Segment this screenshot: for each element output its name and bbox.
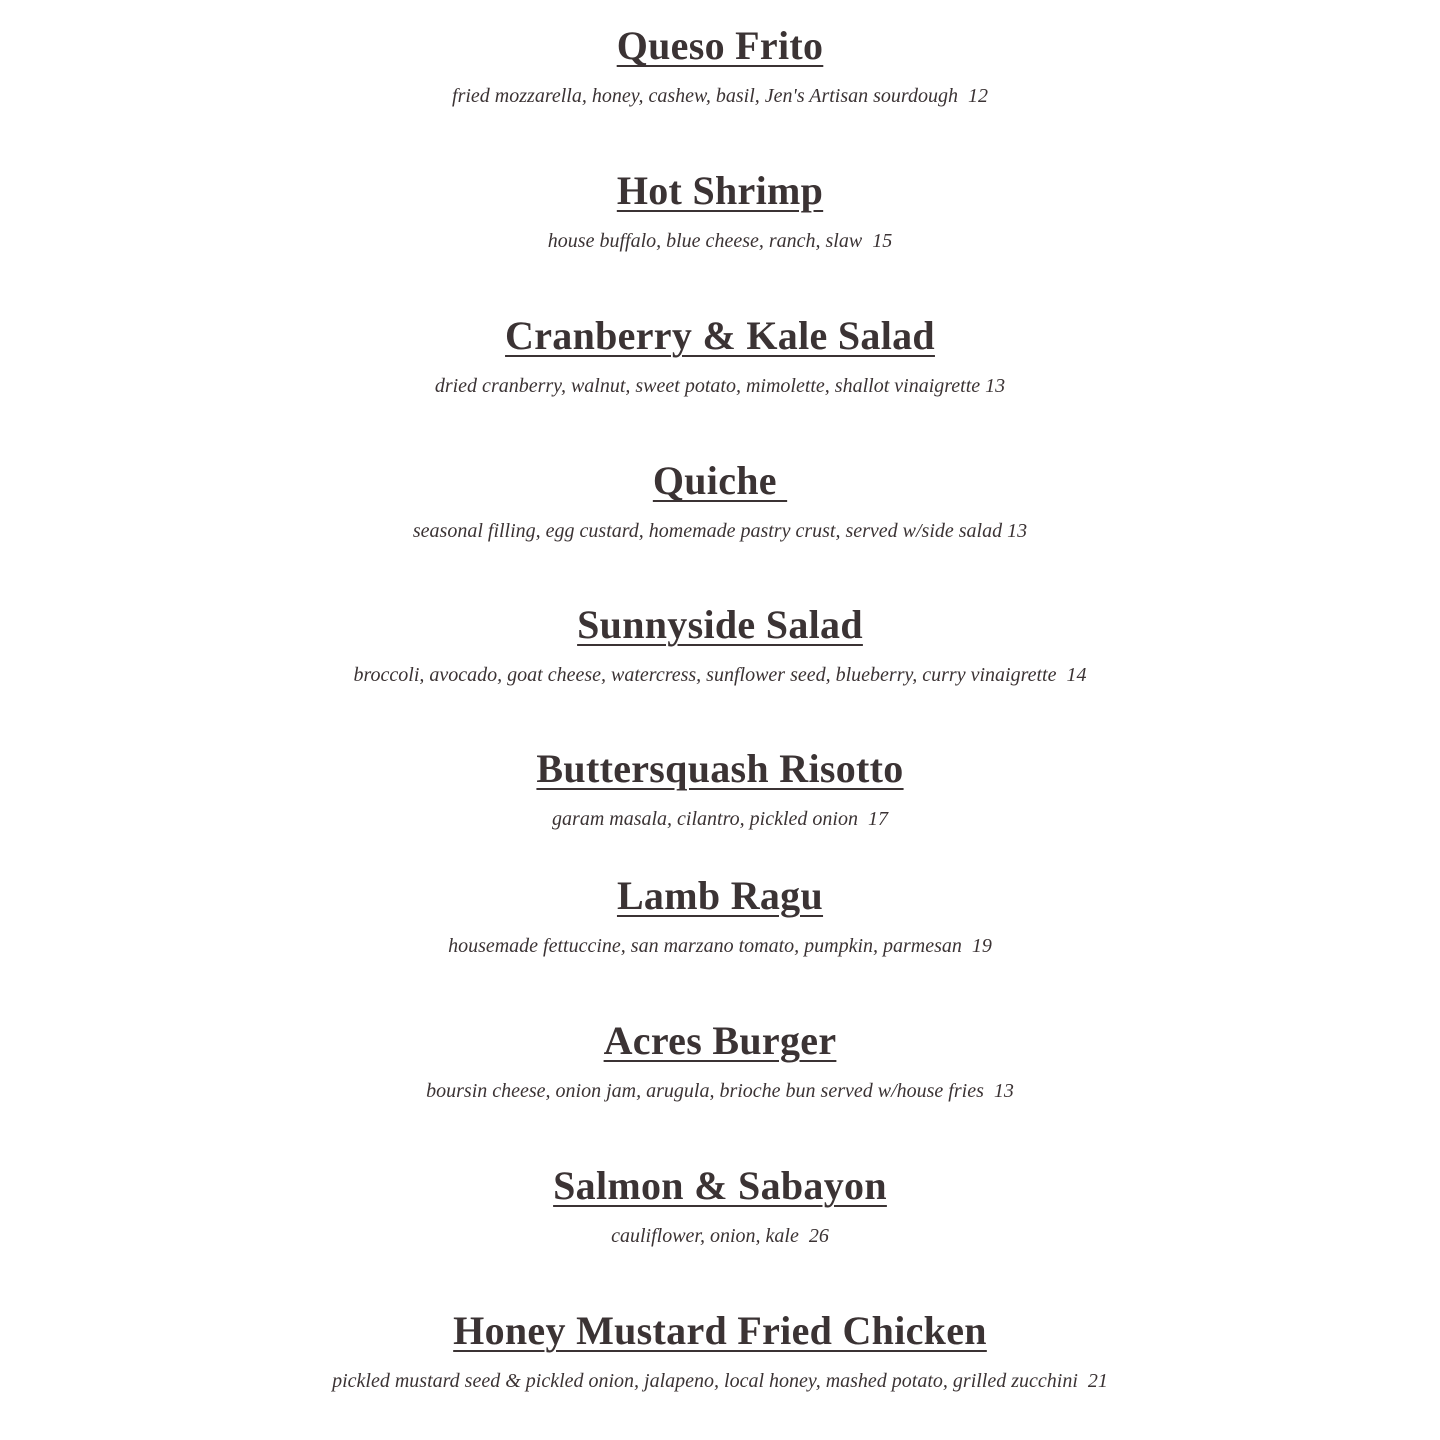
item-name: Lamb Ragu [616, 873, 824, 918]
menu-item-salmon-sabayon [0, 1162, 1440, 1256]
menu-item-acres-burger [0, 1017, 1440, 1111]
item-description: garam masala, cilantro, pickled onion 17 [552, 808, 888, 830]
item-description: housemade fettuccine, san marzano tomato, pumpkin, parmesan 19 [448, 935, 992, 957]
menu-item-hot-shrimp [0, 167, 1440, 261]
item-name: Sunnyside Salad [577, 602, 863, 647]
item-name: Hot Shrimp [616, 168, 824, 213]
menu-item-lamb-ragu [0, 872, 1440, 966]
item-description: boursin cheese, onion jam, arugula, brioche bun served w/house fries 13 [426, 1080, 1014, 1102]
menu-item-buttersquash-risotto [0, 745, 1440, 839]
item-description: fried mozzarella, honey, cashew, basil, Jen's Artisan sourdough 12 [452, 85, 988, 107]
menu-item-honey-mustard-fried-chicken [0, 1307, 1440, 1401]
menu-item-sunnyside-salad [0, 601, 1440, 695]
menu-item-quiche [0, 457, 1440, 551]
item-description: cauliflower, onion, kale 26 [611, 1225, 829, 1247]
item-description: seasonal filling, egg custard, homemade pastry crust, served w/side salad 13 [412, 520, 1028, 542]
item-description: pickled mustard seed & pickled onion, jalapeno, local honey, mashed potato, grilled zucchini 21 [332, 1370, 1108, 1392]
item-name: Salmon & Sabayon [553, 1163, 887, 1208]
item-name: Buttersquash Risotto [536, 746, 904, 791]
item-description: house buffalo, blue cheese, ranch, slaw 15 [547, 230, 893, 252]
item-name: Acres Burger [603, 1018, 837, 1063]
item-description: broccoli, avocado, goat cheese, watercress, sunflower seed, blueberry, curry vinaigrette 14 [353, 664, 1087, 686]
item-name: Quiche [652, 458, 788, 503]
menu-item-cranberry-kale-salad [0, 312, 1440, 406]
item-name: Honey Mustard Fried Chicken [453, 1308, 987, 1353]
item-name: Queso Frito [616, 23, 824, 68]
item-description: dried cranberry, walnut, sweet potato, mimolette, shallot vinaigrette 13 [434, 375, 1006, 397]
item-name: Cranberry & Kale Salad [505, 313, 935, 358]
menu-item-queso-frito [0, 22, 1440, 116]
